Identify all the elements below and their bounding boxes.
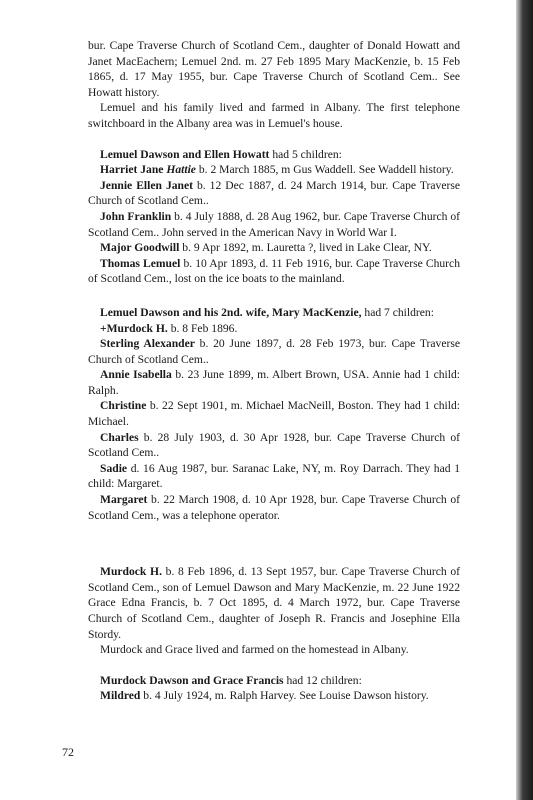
body-text: b. 22 March 1908, d. 10 Apr 1928, bur. Cape Traverse Church of Scotland Cem., was a telephone operator. (88, 493, 460, 522)
body-text: b. 20 June 1897, d. 28 Feb 1973, bur. Cape Traverse Church of Scotland Cem.. (88, 337, 460, 366)
scan-binding-edge (516, 0, 533, 800)
child-entry-margaret (88, 492, 460, 523)
heading-lemuel-mary-children (88, 305, 460, 321)
child-entry-annie (88, 367, 460, 398)
paragraph-howatt-continuation (88, 38, 460, 100)
bold-name-text: Major Goodwill (100, 241, 180, 255)
page-number: 72 (62, 745, 74, 759)
bold-name-text: Margaret (100, 493, 148, 507)
body-text: had 12 children: (283, 673, 362, 687)
child-entry-major (88, 240, 460, 256)
child-entry-john (88, 209, 460, 240)
child-entry-christine (88, 398, 460, 429)
heading-lemuel-ellen-children (88, 147, 460, 163)
bold-name-text: Christine (100, 399, 147, 413)
paragraph-murdock-grace-homestead (88, 642, 460, 658)
bold-name-text: John Franklin (100, 209, 172, 223)
bold-name-text: Murdock H. (100, 565, 162, 579)
bold-name-text: Lemuel Dawson and his 2nd. wife, Mary MacKenzie, (100, 305, 362, 319)
paragraph-murdock-biography (88, 564, 460, 642)
body-text: b. 9 Apr 1892, m. Lauretta ?, lived in Lake Clear, NY. (179, 241, 432, 255)
bold-name-text: Harriet Jane (100, 163, 167, 177)
body-text: b. 4 July 1924, m. Ralph Harvey. See Louise Dawson history. (140, 689, 429, 703)
body-text: bur. Cape Traverse Church of Scotland Cem., daughter of Donald Howatt and Janet MacEachern; Lemuel 2nd. m. 27 Feb 1895 Mary MacKenzie, b. 15 Feb 1865, d. 17 May 1955, bur. Cape Traverse Church of Scotland Cem.. See Howatt history. (88, 39, 460, 99)
child-entry-mildred (88, 688, 460, 704)
body-text: Murdock and Grace lived and farmed on the homestead in Albany. (100, 643, 409, 657)
bold-name-text: +Murdock H. (100, 321, 168, 335)
body-text: had 5 children: (269, 147, 342, 161)
bold-name-text: Sterling Alexander (100, 337, 195, 351)
bold-name-text: Annie Isabella (100, 368, 172, 382)
body-text: b. 2 March 1885, m Gus Waddell. See Waddell history. (195, 163, 454, 177)
bold-name-text: Charles (100, 430, 139, 444)
body-text: b. 22 Sept 1901, m. Michael MacNeill, Boston. They had 1 child: Michael. (88, 399, 460, 429)
body-text: Lemuel and his family lived and farmed in Albany. The first telephone switchboard in the Albany area was in Lemuel's house. (88, 101, 460, 130)
body-text: b. 8 Feb 1896. (167, 321, 238, 335)
body-text: b. 12 Dec 1887, d. 24 March 1914, bur. Cape Traverse Church of Scotland Cem.. (88, 178, 460, 208)
body-text: had 7 children: (361, 305, 434, 319)
body-text: b. 4 July 1888, d. 28 Aug 1962, bur. Cape Traverse Church of Scotland Cem.. John served in the American Navy in World War I. (88, 209, 460, 239)
child-entry-charles (88, 430, 460, 461)
heading-murdock-grace-children (88, 673, 460, 689)
body-text: b. 23 June 1899, m. Albert Brown, USA. Annie had 1 child: Ralph. (88, 368, 460, 397)
bold-name-text: Mildred (100, 689, 141, 703)
bold-name-text: Lemuel Dawson and Ellen Howatt (100, 147, 270, 161)
bold-name-text: Murdock Dawson and Grace Francis (100, 673, 284, 687)
body-text: b. 28 July 1903, d. 30 Apr 1928, bur. Cape Traverse Church of Scotland Cem.. (88, 430, 460, 460)
bold-name-text: Jennie Ellen Janet (100, 178, 193, 192)
child-entry-thomas (88, 256, 460, 287)
page-text-body (88, 38, 460, 704)
bold-name-text: Thomas Lemuel (100, 256, 181, 270)
child-entry-sadie (88, 461, 460, 492)
bold-name-text: Hattie (166, 163, 196, 177)
body-text: d. 16 Aug 1987, bur. Saranac Lake, NY, m. Roy Darrach. They had 1 child: Margaret. (88, 461, 460, 491)
bold-name-text: Sadie (100, 461, 128, 475)
body-text: b. 10 Apr 1893, d. 11 Feb 1916, bur. Cape Traverse Church of Scotland Cem., lost on the ice boats to the mainland. (88, 256, 460, 286)
child-entry-jennie (88, 178, 460, 209)
child-entry-sterling (88, 336, 460, 367)
paragraph-lemuel-albany (88, 100, 460, 131)
body-text: b. 8 Feb 1896, d. 13 Sept 1957, bur. Cape Traverse Church of Scotland Cem., son of Lemuel Dawson and Mary MacKenzie, m. 22 June 1922 Grace Edna Francis, b. 7 Oct 1895, d. 4 March 1972, bur. Cape Traverse Church of Scotland Cem., daughter of Joseph R. Francis and Josephine Ella Stordy. (88, 565, 461, 641)
child-entry-murdock (88, 321, 460, 337)
child-entry-harriet (88, 162, 460, 178)
